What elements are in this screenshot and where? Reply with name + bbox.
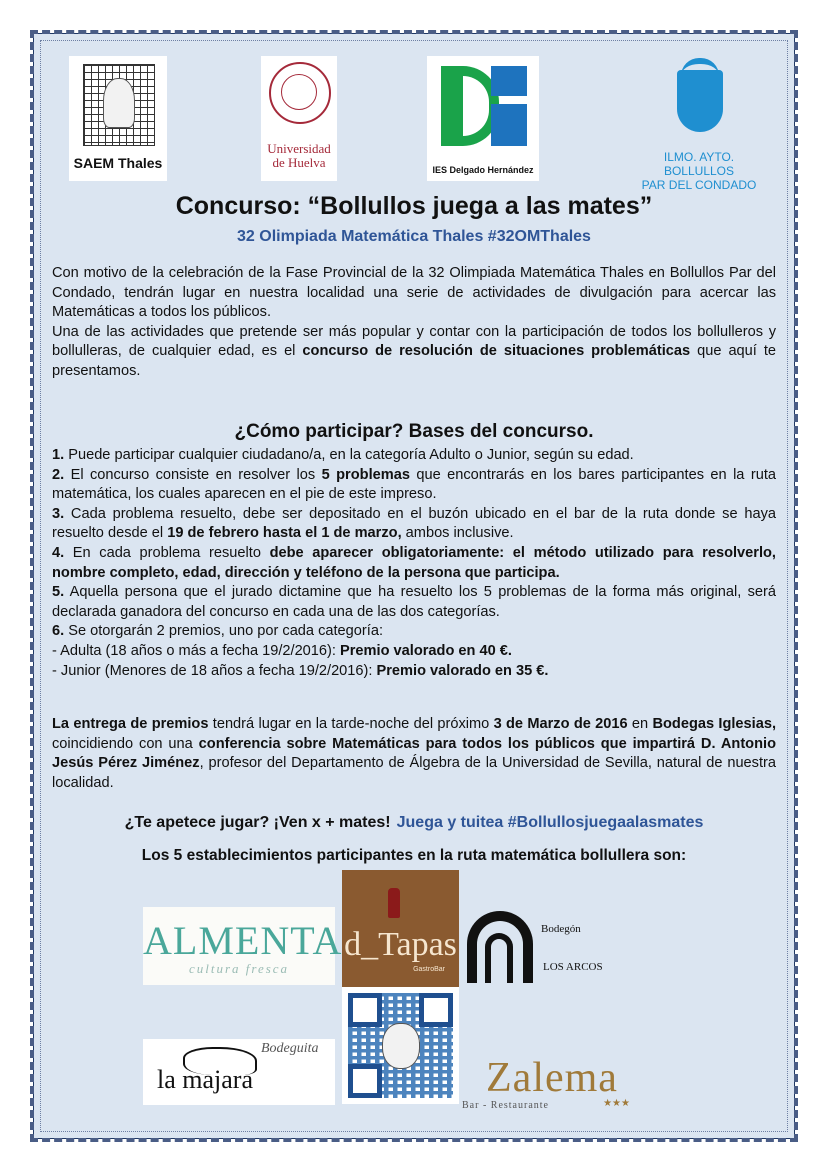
qr-finder-icon (348, 993, 382, 1027)
prize-adult-text: - Adulta (18 años o más a fecha 19/2/2016): (52, 642, 341, 659)
award-t4: , profesor del Departamento de Álgebra de la Universidad de Sevilla, natural de nuestra localidad. (52, 755, 776, 791)
uhu-line2: de Huelva (272, 155, 326, 170)
almenta-name: ALMENTA (143, 918, 343, 963)
arcos-label-name: LOS ARCOS (543, 961, 603, 973)
intro-paragraph-1: Con motivo de la celebración de la Fase Provincial de la 32 Olimpiada Matemática Thales en Bollullos Par del Condado, tendrán lugar en nuestra localidad una serie de actividades de divulgación para acercar las Matemáticas a todos los públicos. (52, 265, 776, 321)
play-text: ¿Te apetece jugar? ¡Ven x + mates! (124, 814, 391, 831)
rule-3-number: 3. (52, 505, 65, 522)
zalema-rating: ★★★ (603, 1098, 630, 1109)
almenta-tagline: cultura fresca (188, 961, 290, 976)
award-paragraph (52, 715, 776, 793)
rule-5-text: Aquella persona que el jurado dictamine que ha resuelto los 5 problemas de la forma más original, será declarada ganadora del concurso en cada una de las dos categorías. (52, 584, 776, 620)
ies-label: IES Delgado Hernández (432, 165, 534, 175)
qr-finder-icon (419, 993, 453, 1027)
intro-p2-bold: concurso de resolución de situaciones problemáticas (302, 343, 691, 360)
award-b1: La entrega de premios (52, 716, 209, 732)
prize-junior-text: - Junior (Menores de 18 años a fecha 19/2/2016): (52, 662, 377, 679)
page-subtitle: 32 Olimpiada Matemática Thales #32OMThales (237, 228, 591, 245)
inner-arch-icon (485, 933, 513, 983)
intro-p2-start: Una de las actividades que pretende ser más popular y contar con la participación de todos los bollulleros y bollulleras, de cualquier edad, es el (52, 323, 776, 360)
rule-3-text-a: Cada problema resuelto, debe ser depositado en el buzón ubicado en el bar de la ruta donde se haya resuelto desde el (52, 505, 776, 542)
rules-heading: ¿Cómo participar? Bases del concurso. (234, 421, 594, 442)
rule-6-number: 6. (52, 623, 65, 640)
intro-text (52, 264, 776, 382)
rule-2-bold: 5 problemas (321, 466, 410, 483)
award-t2: en (627, 716, 653, 732)
rule-4 (52, 544, 776, 583)
prize-junior-value: Premio valorado en 35 €. (376, 662, 549, 679)
coat-of-arms-icon (677, 70, 723, 132)
uhu-line1: Universidad (267, 141, 331, 156)
universidad-huelva-logo (261, 56, 337, 181)
almenta-logo (143, 907, 343, 985)
la-majara-logo (143, 1039, 335, 1105)
venues-heading: Los 5 establecimientos participantes en la ruta matemática bollullera son: (141, 847, 687, 864)
rule-2-text-b: que encontrarás en los bares participantes en la ruta matemática, los cuales aparecen en el pie de este impreso. (52, 466, 776, 503)
dtapas-logo (342, 870, 459, 987)
wine-bottle-icon (388, 888, 400, 918)
rule-1-text: Puede participar cualquier ciudadano/a, en la categoría Adulto o Junior, según su edad. (64, 447, 634, 463)
thales-face-icon (382, 1023, 420, 1069)
prize-junior (52, 662, 776, 682)
award-b3: Bodegas Iglesias, (652, 716, 777, 732)
majara-label-top: Bodeguita (261, 1041, 319, 1056)
qr-code[interactable] (342, 987, 459, 1104)
award-b2: 3 de Marzo de 2016 (493, 716, 628, 732)
university-seal-icon (269, 62, 331, 124)
intro-paragraph-2 (52, 323, 776, 382)
rule-5-number: 5. (52, 584, 65, 601)
ayto-line1: ILMO. AYTO. BOLLULLOS (663, 150, 735, 178)
uhu-label (261, 142, 337, 170)
rules-list (52, 446, 776, 681)
ies-letter-d-icon (441, 66, 463, 146)
hashtag: Juega y tuitea #Bollullosjuegaalasmates (396, 814, 704, 831)
rule-3-bold: 19 de febrero hasta el 1 de marzo, (167, 525, 402, 542)
poster-frame (33, 33, 795, 1139)
thales-bust-icon (103, 78, 135, 128)
ayuntamiento-logo (629, 56, 769, 192)
rule-2-text-a: El concurso consiste en resolver los (64, 466, 322, 483)
rule-5 (52, 583, 776, 622)
saem-thales-label: SAEM Thales (73, 155, 163, 171)
ayuntamiento-label (629, 150, 769, 192)
rule-3 (52, 505, 776, 544)
rule-6 (52, 622, 776, 642)
award-t3: coincidiendo con una (52, 735, 199, 752)
majara-name: la majara (157, 1065, 253, 1094)
ies-block-bottom-icon (491, 104, 527, 146)
arcos-label-top: Bodegón (541, 923, 581, 935)
rule-3-text-b: ambos inclusive. (401, 525, 514, 542)
logo-strip (69, 54, 769, 192)
dtapas-name: d_Tapas (344, 926, 457, 963)
saem-thales-logo (69, 56, 167, 181)
award-b4: conferencia sobre Matemáticas para todos los públicos que impartirá D. Antonio Jesús Pérez Jiménez (52, 735, 776, 772)
rule-4-number: 4. (52, 544, 65, 561)
zalema-logo (462, 1054, 642, 1116)
los-arcos-logo (459, 907, 634, 987)
rule-1-number: 1. (52, 447, 65, 463)
prize-adult-value: Premio valorado en 40 €. (340, 642, 512, 659)
rule-1 (52, 446, 776, 466)
award-t1: tendrá lugar en la tarde-noche del próximo (208, 716, 494, 732)
rule-4-bold: debe aparecer obligatoriamente: el método utilizado para resolverlo, nombre completo, edad, dirección y teléfono de la persona que participa. (52, 544, 776, 581)
rule-4-text-a: En cada problema resuelto (64, 544, 270, 561)
ies-block-top-icon (491, 66, 527, 96)
dtapas-tagline: GastroBar (413, 966, 445, 973)
page-title: Concurso: “Bollullos juega a las mates” (175, 192, 653, 220)
rule-2-number: 2. (52, 466, 65, 483)
ayto-line2: PAR DEL CONDADO (641, 178, 757, 192)
rule-6-text: Se otorgarán 2 premios, uno por cada categoría: (64, 623, 383, 640)
call-to-action (34, 814, 794, 832)
intro-p2-end: que aquí te presentamos. (52, 343, 776, 379)
ies-delgado-hernandez-logo (427, 56, 539, 181)
zalema-name: Zalema (486, 1055, 618, 1101)
rule-2 (52, 466, 776, 505)
qr-finder-icon (348, 1064, 382, 1098)
zalema-tagline: Bar - Restaurante (462, 1100, 549, 1111)
prize-adult (52, 642, 776, 662)
